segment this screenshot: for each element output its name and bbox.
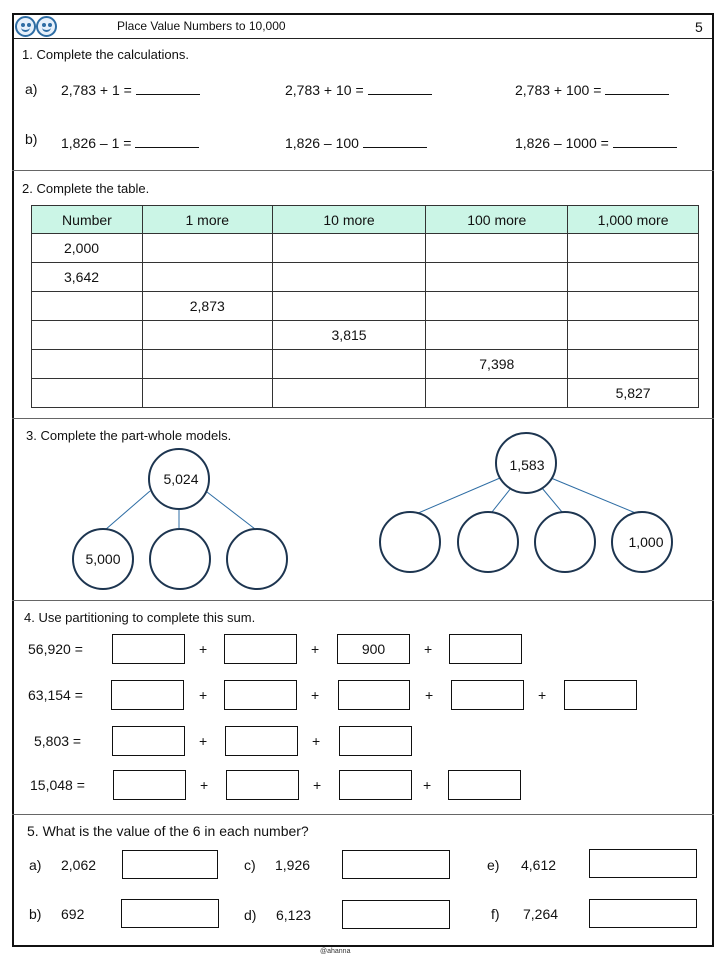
table-cell[interactable] [568, 350, 699, 379]
calc-b2: 1,826 – 100 [285, 134, 427, 151]
row-a-label: a) [25, 81, 38, 97]
table-cell[interactable] [426, 263, 568, 292]
table-cell[interactable] [426, 321, 568, 350]
header-divider [14, 38, 712, 39]
column-header: Number [32, 206, 143, 234]
worksheet-title: Place Value Numbers to 10,000 [117, 19, 286, 33]
plus-sign: + [312, 733, 321, 749]
answer-box[interactable] [589, 849, 697, 878]
page-number: 5 [695, 19, 703, 35]
section-divider [12, 170, 714, 171]
more-table [31, 205, 699, 408]
answer-box[interactable] [589, 899, 697, 928]
part-circle[interactable] [380, 512, 440, 572]
table-cell: 3,642 [32, 263, 143, 292]
table-cell: 2,000 [32, 234, 143, 263]
table-cell[interactable] [426, 379, 568, 408]
partition-box[interactable] [112, 726, 185, 756]
plus-sign: + [424, 641, 433, 657]
table-row [32, 321, 699, 350]
table-cell: 7,398 [426, 350, 568, 379]
partition-box[interactable] [448, 770, 521, 800]
partition-box[interactable] [449, 634, 522, 664]
calc-b3: 1,826 – 1000 = [515, 134, 677, 151]
question-5-title: 5. What is the value of the 6 in each number? [27, 823, 309, 839]
table-cell[interactable] [272, 263, 426, 292]
table-cell: 2,873 [142, 292, 272, 321]
item-label: d) [244, 907, 257, 923]
plus-sign: + [425, 687, 434, 703]
section-divider [12, 814, 714, 815]
item-number: 6,123 [276, 907, 312, 923]
plus-sign: + [199, 641, 208, 657]
partition-box[interactable] [451, 680, 524, 710]
item-label: c) [244, 857, 256, 873]
plus-sign: + [538, 687, 547, 703]
sum-lhs: 56,920 = [28, 641, 83, 657]
question-2-title: 2. Complete the table. [22, 181, 150, 196]
calc-a3: 2,783 + 100 = [515, 81, 669, 98]
item-number: 7,264 [523, 906, 559, 922]
model-2-part: 1,000 [628, 534, 664, 550]
partition-box[interactable] [226, 770, 299, 800]
answer-blank[interactable] [613, 134, 677, 148]
section-divider [12, 600, 714, 601]
item-label: f) [491, 906, 500, 922]
answer-blank[interactable] [135, 134, 199, 148]
table-cell[interactable] [426, 292, 568, 321]
answer-blank[interactable] [605, 81, 669, 95]
table-cell: 3,815 [272, 321, 426, 350]
part-whole-models [0, 420, 720, 600]
table-cell[interactable] [142, 234, 272, 263]
question-3-title: 3. Complete the part-whole models. [26, 428, 232, 443]
partition-box[interactable] [113, 770, 186, 800]
part-circle[interactable] [227, 529, 287, 589]
table-cell[interactable] [568, 234, 699, 263]
plus-sign: + [313, 777, 322, 793]
answer-blank[interactable] [368, 81, 432, 95]
partition-box: 900 [337, 634, 410, 664]
partition-box[interactable] [112, 634, 185, 664]
plus-sign: + [311, 641, 320, 657]
question-4-title: 4. Use partitioning to complete this sum. [24, 610, 256, 625]
sum-lhs: 63,154 = [28, 687, 83, 703]
part-circle[interactable] [458, 512, 518, 572]
item-label: a) [29, 857, 42, 873]
table-cell[interactable] [142, 379, 272, 408]
column-header: 100 more [426, 206, 568, 234]
plus-sign: + [311, 687, 320, 703]
table-row [32, 379, 699, 408]
table-cell[interactable] [426, 234, 568, 263]
answer-box[interactable] [122, 850, 218, 879]
partition-box[interactable] [111, 680, 184, 710]
column-header: 1 more [142, 206, 272, 234]
table-cell[interactable] [32, 292, 143, 321]
item-label: e) [487, 857, 500, 873]
partition-box[interactable] [224, 634, 297, 664]
partition-box[interactable] [339, 726, 412, 756]
partition-box[interactable] [225, 726, 298, 756]
model-1-part: 5,000 [85, 551, 121, 567]
answer-box[interactable] [342, 850, 450, 879]
table-cell[interactable] [272, 292, 426, 321]
sum-lhs: 15,048 = [30, 777, 85, 793]
calc-a2: 2,783 + 10 = [285, 81, 432, 98]
footer-credit: @ahanna [320, 948, 351, 955]
part-circle[interactable] [535, 512, 595, 572]
table-cell[interactable] [568, 292, 699, 321]
plus-sign: + [200, 777, 209, 793]
table-cell[interactable] [32, 379, 143, 408]
table-cell[interactable] [272, 350, 426, 379]
calc-b1: 1,826 – 1 = [61, 134, 199, 151]
partition-box[interactable] [224, 680, 297, 710]
answer-blank[interactable] [363, 134, 427, 148]
calc-a1: 2,783 + 1 = [61, 81, 200, 98]
item-number: 4,612 [521, 857, 557, 873]
table-row [32, 292, 699, 321]
answer-blank[interactable] [136, 81, 200, 95]
table-cell[interactable] [272, 234, 426, 263]
partition-box[interactable] [339, 770, 412, 800]
section-divider [12, 418, 714, 419]
question-1-title: 1. Complete the calculations. [22, 47, 189, 62]
table-cell[interactable] [142, 263, 272, 292]
answer-box[interactable] [342, 900, 450, 929]
part-circle[interactable] [150, 529, 210, 589]
item-number: 692 [61, 906, 85, 922]
column-header: 1,000 more [568, 206, 699, 234]
table-cell[interactable] [568, 263, 699, 292]
table-cell[interactable] [142, 321, 272, 350]
partition-box[interactable] [564, 680, 637, 710]
plus-sign: + [199, 733, 208, 749]
plus-sign: + [199, 687, 208, 703]
table-cell[interactable] [272, 379, 426, 408]
sum-lhs: 5,803 = [34, 733, 82, 749]
partition-box[interactable] [338, 680, 410, 710]
model-2-whole: 1,583 [509, 457, 545, 473]
table-cell: 5,827 [568, 379, 699, 408]
item-label: b) [29, 906, 42, 922]
plus-sign: + [423, 777, 432, 793]
answer-box[interactable] [121, 899, 219, 928]
item-number: 2,062 [61, 857, 97, 873]
table-cell[interactable] [568, 321, 699, 350]
table-cell[interactable] [142, 350, 272, 379]
table-cell[interactable] [32, 350, 143, 379]
table-cell[interactable] [32, 321, 143, 350]
table-row [32, 263, 699, 292]
item-number: 1,926 [275, 857, 311, 873]
model-1-whole: 5,024 [163, 471, 199, 487]
table-row [32, 234, 699, 263]
table-header-row [32, 206, 699, 234]
row-b-label: b) [25, 131, 38, 147]
table-row [32, 350, 699, 379]
column-header: 10 more [272, 206, 426, 234]
